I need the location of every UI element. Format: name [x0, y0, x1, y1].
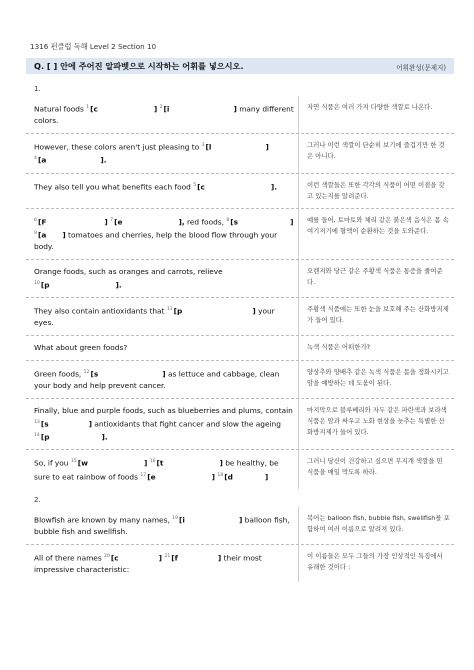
english-sentence — [26, 209, 298, 259]
sentence-row — [26, 507, 454, 545]
blank-number: 20 — [104, 553, 110, 559]
question-tag: 어휘완성(문제지) — [396, 64, 446, 72]
blank-number: 2 — [159, 105, 163, 110]
korean-translation: 이런 색깔들은 또한 각각의 식품이 어떤 이점을 갖고 있는지를 알려준다. — [298, 174, 454, 208]
blank-18[interactable] — [217, 470, 268, 483]
blank-number: 11 — [166, 306, 173, 312]
blank-initial: [s — [40, 419, 49, 429]
blank-number: 6 — [34, 217, 37, 223]
blank-number: 8 — [226, 217, 230, 223]
sentence-text: red foods, — [184, 217, 227, 227]
sentence-row — [26, 399, 454, 450]
blank-6[interactable] — [34, 215, 108, 228]
blank-close: ] — [153, 104, 158, 114]
question-title: Q. [ ] 안에 주어진 알파벳으로 시작하는 어휘를 넣으시오. — [34, 61, 244, 71]
blank-close: ] — [265, 142, 269, 152]
blank-initial: [i — [179, 515, 185, 525]
blank-16[interactable] — [150, 456, 223, 469]
sentence-row — [26, 545, 454, 582]
blank-11[interactable] — [167, 304, 256, 317]
blank-close: ] — [62, 230, 66, 240]
sentence-text: So, if you — [34, 458, 71, 468]
blank-number: 5 — [193, 182, 197, 188]
blank-close: ] — [211, 471, 215, 481]
blank-12[interactable] — [84, 367, 166, 380]
blank-initial: [c — [90, 104, 98, 114]
blank-number: 1 — [86, 105, 90, 110]
blank-initial: [s — [230, 217, 239, 227]
blank-19[interactable] — [172, 513, 242, 526]
korean-translation: 오렌지와 당근 같은 주황색 식품은 통증을 줄여준다. — [298, 260, 454, 297]
sentence-row — [26, 174, 454, 209]
blank-number: 10 — [34, 280, 40, 286]
english-sentence — [26, 545, 298, 582]
blank-close: ] — [290, 217, 294, 227]
page-header: 1316 펀클럽 독해 Level 2 Section 10 — [30, 42, 157, 51]
sentence-text: Blowfish are known by many names, — [34, 515, 173, 525]
korean-translation: 그러니 당신이 건강하고 싶으면 무지개 색깔을 띤 식품을 매일 먹도록 하라. — [298, 450, 454, 489]
sentence-text: many different colors. — [34, 104, 294, 126]
blank-5[interactable] — [193, 180, 277, 193]
blank-close: ]. — [101, 432, 108, 442]
blank-initial: [i — [163, 104, 170, 114]
blank-initial: [d — [224, 471, 233, 481]
blank-number: 3 — [201, 143, 205, 149]
sentence-text: Finally, blue and purple foods, such as blueberries and plums, contain — [34, 405, 293, 415]
sentence-text: They also contain antioxidants that — [34, 306, 167, 316]
sentence-row — [26, 96, 454, 134]
blank-close: ] — [233, 104, 237, 114]
sentence-row — [26, 361, 454, 399]
blank-number: 17 — [140, 472, 147, 478]
blank-9[interactable] — [34, 228, 66, 241]
blank-close: ] — [219, 458, 223, 468]
sentence-text: your eyes. — [34, 306, 275, 328]
blank-number: 16 — [149, 459, 156, 465]
blank-15[interactable] — [71, 456, 147, 469]
blank-initial: [a — [37, 155, 47, 165]
sentence-text: Natural foods — [34, 104, 87, 114]
blank-close: ] — [158, 553, 163, 563]
blank-initial: [p — [40, 280, 50, 290]
korean-translation: 예를 들어, 토마토와 체리 같은 붉은색 음식은 몸 속 여기저기에 혈액이 순환하는 것을 도와준다. — [298, 209, 454, 259]
blank-initial: [l — [205, 142, 212, 152]
group-number: 1. — [34, 85, 41, 93]
blank-initial: [e — [114, 217, 123, 227]
korean-translation: 이 이름들은 모두 그들의 가장 인상적인 특징에서 유래한 것이다 : — [298, 545, 454, 582]
question-bar — [26, 58, 454, 74]
blank-number: 21 — [164, 553, 171, 559]
korean-translation: 마지막으로 블루베리와 자두 같은 파란색과 보라색 식품은 암과 싸우고 노화 현상을 늦추는 특별한 산화방지제가 들어 있다. — [298, 399, 454, 449]
blank-17[interactable] — [140, 470, 215, 483]
blank-initial: [p — [40, 432, 50, 442]
sentence-text: What about green foods? — [34, 343, 128, 353]
blank-number: 9 — [34, 230, 37, 236]
blank-initial: [F — [37, 217, 47, 227]
blank-close: ] — [217, 553, 222, 563]
sentence-text: as lettuce and cabbage, clean your body and help prevent cancer. — [34, 369, 280, 391]
blank-close: ] — [238, 515, 243, 525]
blank-7[interactable] — [110, 215, 185, 228]
korean-translation: 녹색 식품은 어떠한가? — [298, 336, 454, 360]
blank-3[interactable] — [202, 140, 269, 153]
sentence-row — [26, 260, 454, 298]
blank-close: ] — [88, 419, 93, 429]
blank-number: 18 — [217, 472, 224, 478]
blank-initial: [f — [171, 553, 178, 563]
blank-initial: [c — [110, 553, 119, 563]
blank-close: ] — [252, 306, 256, 316]
blank-initial: [s — [90, 369, 99, 379]
blank-number: 13 — [34, 419, 40, 425]
korean-translation: 주황색 식품에는 또한 눈을 보호해 주는 산화방지제가 들어 있다. — [298, 298, 454, 335]
english-sentence — [26, 361, 298, 398]
blank-number: 19 — [172, 515, 179, 521]
sentence-row — [26, 450, 454, 489]
english-sentence — [26, 96, 298, 133]
sentence-text: They also tell you what benefits each food — [34, 182, 194, 192]
blank-1[interactable] — [86, 102, 157, 115]
english-sentence — [26, 134, 298, 173]
korean-translation: 자연 식품은 여러 가지 다양한 색깔로 나온다. — [298, 96, 454, 133]
blank-initial: [p — [173, 306, 183, 316]
sentence-text: tomatoes and cherries, help the blood flow through your body. — [34, 230, 278, 252]
english-sentence — [26, 260, 298, 297]
blank-close: ]. — [115, 280, 122, 290]
blank-close: ] — [264, 471, 269, 481]
blank-close: ] — [143, 458, 148, 468]
exercise-content — [26, 78, 454, 582]
blank-14[interactable] — [34, 430, 108, 443]
blank-13[interactable] — [34, 417, 92, 430]
blank-initial: [t — [156, 458, 164, 468]
blank-close: ]. — [100, 155, 107, 165]
blank-initial: [a — [37, 230, 47, 240]
sentence-text: However, these colors aren't just pleasing to — [34, 142, 202, 152]
blank-close: ] — [162, 369, 166, 379]
english-sentence — [26, 450, 298, 489]
sentence-text: Orange foods, such as oranges and carrots, relieve — [34, 266, 223, 276]
sentence-row — [26, 134, 454, 174]
english-sentence — [26, 336, 298, 360]
blank-initial: [e — [147, 471, 156, 481]
sentence-row — [26, 298, 454, 336]
korean-translation: 복어는 balloon fish, bubble fish, swellfish를 포함하여 여러 이름으로 알려져 있다. — [298, 507, 454, 544]
blank-20[interactable] — [104, 551, 162, 564]
blank-4[interactable] — [34, 153, 107, 166]
blank-close: ] — [104, 217, 108, 227]
sentence-text: their most impressive characteristic: — [34, 553, 262, 575]
blank-number: 4 — [34, 156, 37, 162]
blank-21[interactable] — [164, 551, 221, 564]
blank-close: ], — [178, 217, 185, 227]
blank-number: 12 — [83, 369, 90, 375]
sentence-text: balloon fish, bubble fish and swellfish. — [34, 515, 290, 537]
blank-initial: [w — [77, 458, 88, 468]
sentence-row — [26, 336, 454, 361]
group-number: 2. — [34, 495, 41, 504]
blank-number: 7 — [110, 217, 114, 223]
korean-translation: 양상추와 양배추 같은 녹색 식품은 몸을 정화시키고 암을 예방하는 데 도움이 된다. — [298, 361, 454, 398]
english-sentence — [26, 399, 298, 449]
english-sentence — [26, 174, 298, 208]
sentence-text: antioxidants that fight cancer and slow the ageing — [92, 419, 281, 429]
korean-translation: 그러나 이런 색깔이 단순히 보기에 즐겁기만 한 것은 아니다. — [298, 134, 454, 173]
blank-number: 15 — [70, 459, 77, 465]
english-sentence — [26, 507, 298, 544]
blank-10[interactable] — [34, 278, 122, 291]
blank-number: 14 — [34, 432, 40, 438]
blank-close: ]. — [270, 182, 278, 192]
sentence-text: Green foods, — [34, 369, 84, 379]
sentence-row — [26, 209, 454, 260]
sentence-text: All of there names — [34, 553, 105, 563]
blank-2[interactable] — [160, 102, 237, 115]
blank-8[interactable] — [226, 215, 293, 228]
sentence-text: be healthy, be sure to eat rainbow of foods — [34, 458, 279, 481]
english-sentence — [26, 298, 298, 335]
blank-initial: [c — [197, 182, 205, 192]
